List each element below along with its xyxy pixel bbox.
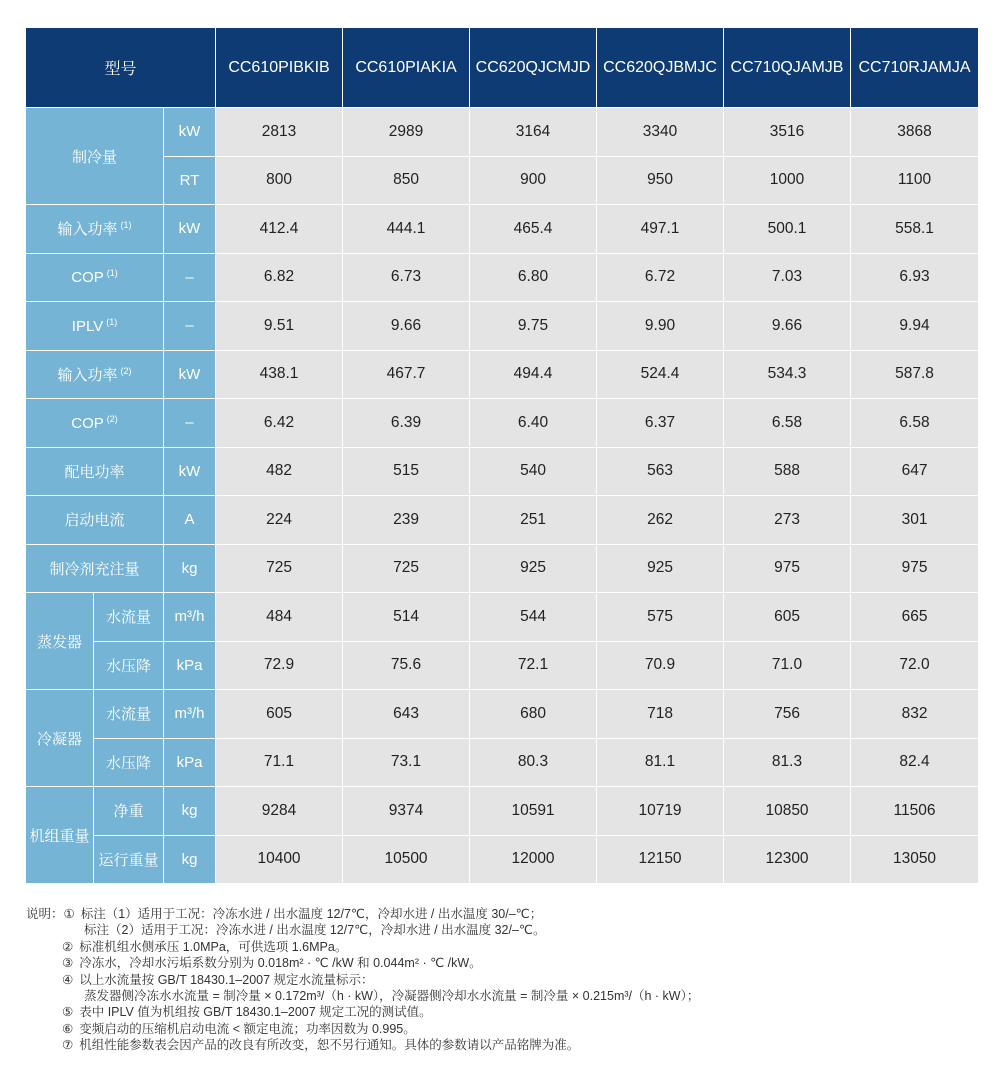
model-header-label: 型号 <box>26 28 216 108</box>
note-line <box>26 906 986 922</box>
note-line <box>26 988 986 1004</box>
value-cell: 558.1 <box>851 205 979 254</box>
row-label <box>26 351 164 400</box>
row-label-text: IPLV <box>71 317 104 335</box>
table-row <box>26 254 979 303</box>
footnote-marker: (2) <box>106 413 118 424</box>
model-name: CC710QJAMJB <box>724 28 851 108</box>
note-number: ⑤ <box>62 1005 74 1020</box>
value-cell: 71.0 <box>724 642 851 691</box>
value-cell: 72.0 <box>851 642 979 691</box>
value-cell: 81.3 <box>724 739 851 788</box>
note-text: 表中 IPLV 值为机组按 GB/T 18430.1–2007 规定工况的测试值。 <box>79 1005 432 1020</box>
value-cell: 3516 <box>724 108 851 157</box>
note-number: ③ <box>62 956 74 971</box>
sub-label: 水流量 <box>94 593 164 642</box>
row-label-text: 输入功率 <box>57 366 118 384</box>
value-cell: 725 <box>216 545 343 594</box>
value-cell: 273 <box>724 496 851 545</box>
value-cell: 665 <box>851 593 979 642</box>
table-row <box>26 302 979 351</box>
value-cell: 588 <box>724 448 851 497</box>
value-cell: 484 <box>216 593 343 642</box>
value-cell: 465.4 <box>470 205 597 254</box>
value-cell: 544 <box>470 593 597 642</box>
value-cell: 10500 <box>343 836 470 885</box>
unit-cell: kW <box>164 351 216 400</box>
value-cell: 9.94 <box>851 302 979 351</box>
row-label <box>26 205 164 254</box>
value-cell: 10850 <box>724 787 851 836</box>
value-cell: 6.58 <box>851 399 979 448</box>
table-row <box>26 205 979 254</box>
value-cell: 10591 <box>470 787 597 836</box>
spec-table <box>26 28 979 884</box>
value-cell: 563 <box>597 448 724 497</box>
value-cell: 251 <box>470 496 597 545</box>
unit-cell: RT <box>164 157 216 206</box>
value-cell: 9284 <box>216 787 343 836</box>
value-cell: 6.42 <box>216 399 343 448</box>
value-cell: 3340 <box>597 108 724 157</box>
table-row <box>26 351 979 400</box>
note-text: 标注（2）适用于工况：冷冻水进 / 出水温度 12/7℃，冷却水进 / 出水温度 32/–℃。 <box>84 923 546 938</box>
note-number: ④ <box>62 972 74 987</box>
note-text: 以上水流量按 GB/T 18430.1–2007 规定水流量标示： <box>79 972 374 987</box>
note-text: 蒸发器侧冷冻水水流量 = 制冷量 × 0.172m³/（h · kW），冷凝器侧冷却水水流量 = 制冷量 × 0.215m³/（h · kW）； <box>84 989 700 1004</box>
value-cell: 925 <box>597 545 724 594</box>
table-row <box>26 108 979 157</box>
footnote-marker: (1) <box>106 268 118 279</box>
value-cell: 262 <box>597 496 724 545</box>
value-cell: 3868 <box>851 108 979 157</box>
value-cell: 1100 <box>851 157 979 206</box>
value-cell: 6.39 <box>343 399 470 448</box>
value-cell: 900 <box>470 157 597 206</box>
value-cell: 6.58 <box>724 399 851 448</box>
value-cell: 75.6 <box>343 642 470 691</box>
unit-cell: kW <box>164 448 216 497</box>
unit-cell: kg <box>164 787 216 836</box>
value-cell: 725 <box>343 545 470 594</box>
model-name: CC620QJBMJC <box>597 28 724 108</box>
value-cell: 9.90 <box>597 302 724 351</box>
value-cell: 12150 <box>597 836 724 885</box>
value-cell: 467.7 <box>343 351 470 400</box>
header-row <box>26 28 979 108</box>
unit-cell: kW <box>164 108 216 157</box>
value-cell: 6.82 <box>216 254 343 303</box>
table-row <box>26 836 979 885</box>
unit-cell: kPa <box>164 642 216 691</box>
value-cell: 497.1 <box>597 205 724 254</box>
table-row <box>26 545 979 594</box>
value-cell: 71.1 <box>216 739 343 788</box>
unit-cell: – <box>164 302 216 351</box>
sub-label: 水压降 <box>94 642 164 691</box>
note-text: 机组性能参数表会因产品的改良有所改变，恕不另行通知。具体的参数请以产品铭牌为准。 <box>79 1038 580 1053</box>
table-row <box>26 690 979 739</box>
note-line <box>26 1021 986 1037</box>
value-cell: 2989 <box>343 108 470 157</box>
table-row <box>26 399 979 448</box>
note-text: 标准机组水侧承压 1.0MPa，可供选项 1.6MPa。 <box>79 939 348 954</box>
footnote-marker: (1) <box>120 220 132 231</box>
value-cell: 11506 <box>851 787 979 836</box>
value-cell: 6.37 <box>597 399 724 448</box>
row-label-text: 制冷剂充注量 <box>49 560 140 578</box>
value-cell: 70.9 <box>597 642 724 691</box>
value-cell: 950 <box>597 157 724 206</box>
group-label: 冷凝器 <box>26 690 94 787</box>
value-cell: 12000 <box>470 836 597 885</box>
value-cell: 482 <box>216 448 343 497</box>
unit-cell: kg <box>164 545 216 594</box>
table-row <box>26 593 979 642</box>
value-cell: 9.66 <box>343 302 470 351</box>
note-number: ② <box>62 939 74 954</box>
value-cell: 680 <box>470 690 597 739</box>
note-line <box>26 922 986 938</box>
unit-cell: m³/h <box>164 593 216 642</box>
table-row <box>26 787 979 836</box>
value-cell: 605 <box>724 593 851 642</box>
value-cell: 534.3 <box>724 351 851 400</box>
notes-section <box>26 906 986 1054</box>
row-label <box>26 496 164 545</box>
value-cell: 12300 <box>724 836 851 885</box>
value-cell: 438.1 <box>216 351 343 400</box>
value-cell: 13050 <box>851 836 979 885</box>
notes-prefix: 说明： <box>26 907 64 921</box>
value-cell: 975 <box>851 545 979 594</box>
row-label <box>26 254 164 303</box>
value-cell: 9.75 <box>470 302 597 351</box>
value-cell: 925 <box>470 545 597 594</box>
value-cell: 9374 <box>343 787 470 836</box>
unit-cell: – <box>164 254 216 303</box>
unit-cell: kPa <box>164 739 216 788</box>
value-cell: 10719 <box>597 787 724 836</box>
row-label <box>26 448 164 497</box>
table-row <box>26 496 979 545</box>
note-line <box>26 1004 986 1020</box>
value-cell: 6.73 <box>343 254 470 303</box>
value-cell: 73.1 <box>343 739 470 788</box>
row-label-text: 输入功率 <box>57 221 118 239</box>
value-cell: 10400 <box>216 836 343 885</box>
value-cell: 540 <box>470 448 597 497</box>
group-label: 制冷量 <box>26 108 164 205</box>
sub-label: 水流量 <box>94 690 164 739</box>
note-text: 标注（1）适用于工况：冷冻水进 / 出水温度 12/7℃，冷却水进 / 出水温度 30/–℃； <box>80 907 543 921</box>
value-cell: 9.66 <box>724 302 851 351</box>
value-cell: 239 <box>343 496 470 545</box>
row-label-text: 启动电流 <box>64 512 125 530</box>
note-number: ⑥ <box>62 1021 74 1036</box>
value-cell: 9.51 <box>216 302 343 351</box>
value-cell: 647 <box>851 448 979 497</box>
value-cell: 524.4 <box>597 351 724 400</box>
value-cell: 6.93 <box>851 254 979 303</box>
value-cell: 718 <box>597 690 724 739</box>
row-label-text: COP <box>71 269 104 287</box>
value-cell: 80.3 <box>470 739 597 788</box>
value-cell: 800 <box>216 157 343 206</box>
model-name: CC610PIAKIA <box>343 28 470 108</box>
note-line <box>26 1037 986 1053</box>
table-row <box>26 739 979 788</box>
unit-cell: kW <box>164 205 216 254</box>
group-label: 蒸发器 <box>26 593 94 690</box>
value-cell: 575 <box>597 593 724 642</box>
model-name: CC620QJCMJD <box>470 28 597 108</box>
value-cell: 2813 <box>216 108 343 157</box>
footnote-marker: (2) <box>120 365 132 376</box>
value-cell: 643 <box>343 690 470 739</box>
value-cell: 514 <box>343 593 470 642</box>
value-cell: 7.03 <box>724 254 851 303</box>
sub-label: 净重 <box>94 787 164 836</box>
note-text: 变频启动的压缩机启动电流 < 额定电流；功率因数为 0.995。 <box>79 1021 416 1036</box>
row-label-text: COP <box>71 414 104 432</box>
value-cell: 975 <box>724 545 851 594</box>
row-label <box>26 545 164 594</box>
value-cell: 224 <box>216 496 343 545</box>
unit-cell: kg <box>164 836 216 885</box>
value-cell: 850 <box>343 157 470 206</box>
value-cell: 494.4 <box>470 351 597 400</box>
value-cell: 81.1 <box>597 739 724 788</box>
value-cell: 412.4 <box>216 205 343 254</box>
note-line <box>26 939 986 955</box>
row-label <box>26 399 164 448</box>
footnote-marker: (1) <box>106 316 118 327</box>
unit-cell: A <box>164 496 216 545</box>
note-number: ① <box>63 907 75 921</box>
note-line <box>26 955 986 971</box>
row-label-text: 配电功率 <box>64 463 125 481</box>
value-cell: 1000 <box>724 157 851 206</box>
value-cell: 500.1 <box>724 205 851 254</box>
value-cell: 6.40 <box>470 399 597 448</box>
model-name: CC710RJAMJA <box>851 28 979 108</box>
value-cell: 72.9 <box>216 642 343 691</box>
value-cell: 3164 <box>470 108 597 157</box>
value-cell: 82.4 <box>851 739 979 788</box>
unit-cell: – <box>164 399 216 448</box>
unit-cell: m³/h <box>164 690 216 739</box>
value-cell: 72.1 <box>470 642 597 691</box>
value-cell: 6.72 <box>597 254 724 303</box>
value-cell: 6.80 <box>470 254 597 303</box>
value-cell: 832 <box>851 690 979 739</box>
sub-label: 运行重量 <box>94 836 164 885</box>
value-cell: 444.1 <box>343 205 470 254</box>
value-cell: 756 <box>724 690 851 739</box>
note-text: 冷冻水，冷却水污垢系数分别为 0.018m² · ℃ /kW 和 0.044m² · ℃ /kW。 <box>79 956 482 971</box>
value-cell: 515 <box>343 448 470 497</box>
model-name: CC610PIBKIB <box>216 28 343 108</box>
value-cell: 605 <box>216 690 343 739</box>
note-number: ⑦ <box>62 1038 74 1053</box>
value-cell: 587.8 <box>851 351 979 400</box>
table-row <box>26 448 979 497</box>
row-label <box>26 302 164 351</box>
group-label: 机组重量 <box>26 787 94 884</box>
table-row <box>26 642 979 691</box>
note-line <box>26 972 986 988</box>
table-row <box>26 157 979 206</box>
value-cell: 301 <box>851 496 979 545</box>
sub-label: 水压降 <box>94 739 164 788</box>
